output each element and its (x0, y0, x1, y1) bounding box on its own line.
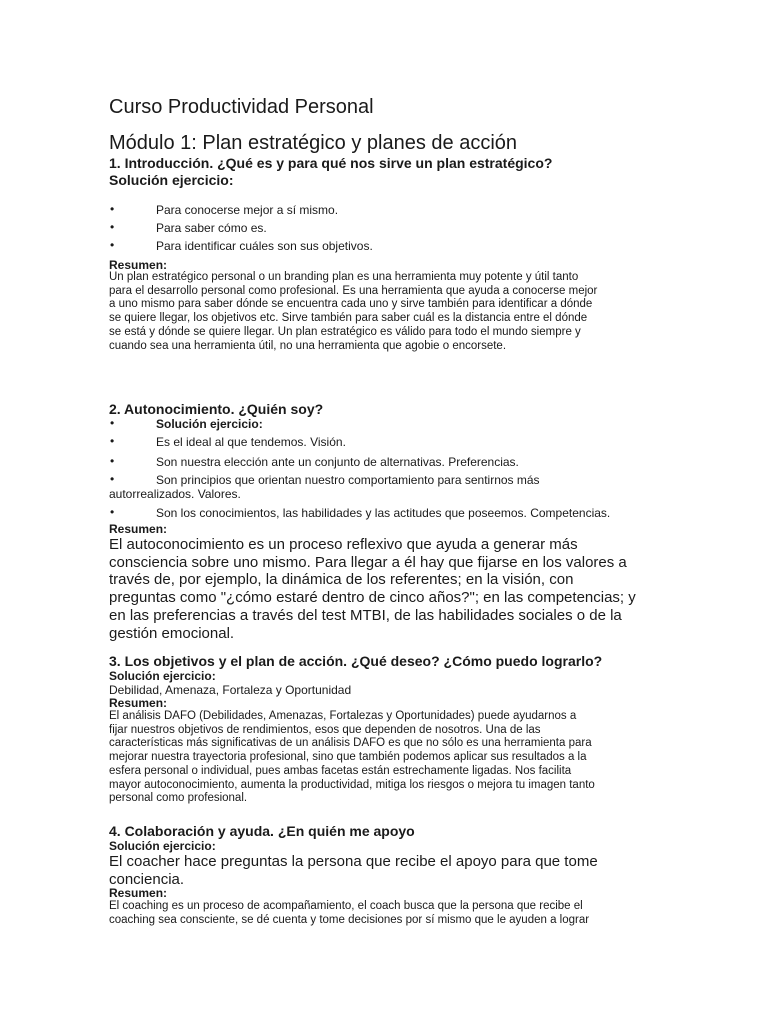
summary-line: mayor autoconocimiento, aumenta la productividad, mitiga los riesgos o mejora tu imagen tanto (109, 778, 595, 791)
bullet-dot-icon: • (110, 454, 115, 468)
solution-line: conciencia. (109, 870, 185, 888)
section-3-solution-text: Debilidad, Amenaza, Fortaleza y Oportunidad (109, 683, 352, 697)
section-4-solution-text (109, 853, 669, 888)
section-4-summary-label: Resumen: (109, 886, 168, 900)
section-4-heading: 4. Colaboración y ayuda. ¿En quién me apoyo (109, 823, 415, 839)
summary-line: cuando sea una herramienta útil, no una herramienta que agobie o encorsete. (109, 339, 507, 352)
summary-line: gestión emocional. (109, 624, 235, 642)
summary-line: personal como profesional. (109, 792, 248, 805)
section-2-summary-label: Resumen: (109, 522, 168, 536)
list-item-text: Para identificar cuáles son sus objetivos. (156, 239, 373, 253)
summary-line: El coaching es un proceso de acompañamiento, el coach busca que la persona que recibe el (109, 900, 583, 912)
section-3-summary (109, 710, 669, 806)
summary-line: a uno mismo para saber dónde se encuentra cada uno y sirve también para identificar a dónde (109, 298, 593, 311)
list-item-continuation: autorrealizados. Valores. (109, 487, 241, 501)
section-1-solution-label: Solución ejercicio: (109, 172, 234, 188)
section-2-heading: 2. Autonocimiento. ¿Quién soy? (109, 401, 324, 417)
bullet-dot-icon: • (110, 220, 115, 234)
list-item-text: Son nuestra elección ante un conjunto de alternativas. Preferencias. (156, 455, 519, 469)
summary-line: mejorar nuestra trayectoria profesional, sino que también podemos aplicar sus resultados a la (109, 751, 587, 764)
section-1-summary-label: Resumen: (109, 258, 168, 272)
list-item-text: Son los conocimientos, las habilidades y las actitudes que poseemos. Competencias. (156, 506, 611, 520)
summary-line: El autoconocimiento es un proceso reflexivo que ayuda a generar más (109, 536, 578, 553)
summary-line: coaching sea consciente, se dé cuenta y tome decisiones por sí mismo que le ayuden a lograr (109, 913, 590, 926)
summary-line: través de, por ejemplo, la dinámica de los referentes; en la visión, con (109, 571, 574, 589)
list-item-text: Es el ideal al que tendemos. Visión. (156, 435, 346, 449)
list-item-text: Para conocerse mejor a sí mismo. (156, 203, 339, 217)
list-item-text: Solución ejercicio: (156, 417, 263, 431)
module-title: Módulo 1: Plan estratégico y planes de acción (109, 132, 518, 154)
summary-line: para el desarrollo personal como profesional. Es una herramienta que ayuda a conocerse mejor (109, 284, 598, 297)
bullet-dot-icon: • (110, 472, 115, 486)
summary-line: Un plan estratégico personal o un branding plan es una herramienta muy potente y útil tanto (109, 271, 579, 283)
section-2-summary (109, 536, 669, 642)
solution-line: El coacher hace preguntas la persona que recibe el apoyo para que tome (109, 853, 598, 870)
summary-line: esfera personal o individual, pues ambas facetas están estrechamente ligadas. Nos facilita (109, 764, 572, 777)
bullet-dot-icon: • (110, 434, 115, 448)
summary-line: El análisis DAFO (Debilidades, Amenazas, Fortalezas y Oportunidades) puede ayudarnos a (109, 710, 577, 722)
bullet-dot-icon: • (110, 238, 115, 252)
section-4-summary (109, 900, 669, 927)
summary-line: se está y dónde se quiere llegar. Un plan estratégico es válido para todo el mundo siempre y (109, 325, 581, 338)
list-item-text: Para saber cómo es. (156, 221, 267, 235)
summary-line: se quiere llegar, los objetivos etc. Sirve también para saber cuál es la distancia entre el dónde (109, 312, 588, 325)
bullet-dot-icon: • (110, 202, 115, 216)
bullet-dot-icon: • (110, 505, 115, 519)
section-3-heading: 3. Los objetivos y el plan de acción. ¿Qué deseo? ¿Cómo puedo lograrlo? (109, 653, 603, 669)
summary-line: características más significativas de un análisis DAFO es que no sólo es una herramienta para (109, 737, 592, 750)
section-4-solution-label: Solución ejercicio: (109, 839, 216, 853)
section-3-summary-label: Resumen: (109, 696, 168, 710)
bullet-dot-icon: • (110, 416, 115, 430)
section-1-heading: 1. Introducción. ¿Qué es y para qué nos sirve un plan estratégico? (109, 155, 553, 171)
summary-line: fijar nuestros objetivos de rendimientos, esos que dependen de nosotros. Una de las (109, 723, 541, 736)
section-1-summary (109, 271, 669, 353)
summary-line: en las preferencias a través del test MTBI, de las habilidades sociales o de la (109, 606, 622, 624)
list-item-text: Son principios que orientan nuestro comportamiento para sentirnos más (156, 473, 540, 487)
summary-line: consciencia sobre uno mismo. Para llegar a él hay que fijarse en los valores a (109, 553, 627, 571)
section-3-solution-label: Solución ejercicio: (109, 669, 216, 683)
document-title: Curso Productividad Personal (109, 96, 374, 118)
summary-line: preguntas como "¿cómo estaré dentro de cinco años?"; en las competencias; y (109, 589, 636, 607)
